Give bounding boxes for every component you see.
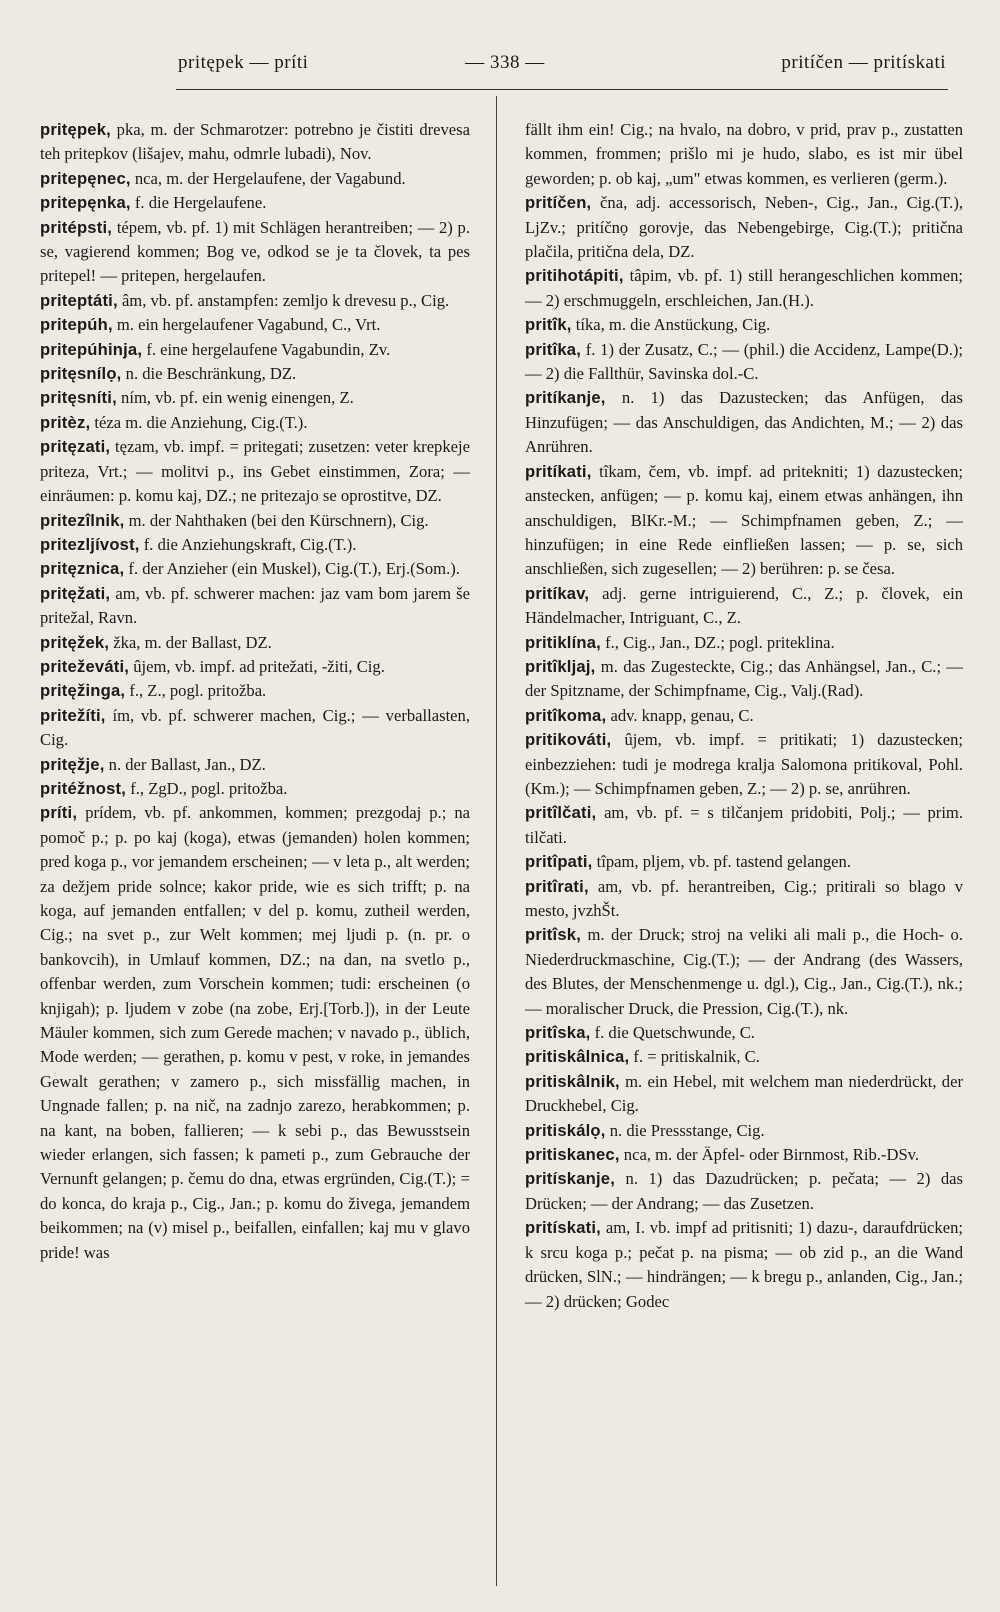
entry-headword: pritiskálọ,: [525, 1120, 606, 1140]
entry-headword: pritíkav,: [525, 583, 590, 603]
entry-headword: pritiskanec,: [525, 1145, 620, 1165]
entry-headword: pritéžnost,: [40, 778, 127, 798]
dictionary-entry: [525, 875, 963, 924]
entry-definition: žka, m. der Ballast, DZ.: [109, 632, 272, 652]
entry-definition: pka, m. der Schmarotzer: potrebno je čistiti drevesa teh pritepkov (lišajev, mahu, odmrle lubadi), Nov.: [40, 120, 470, 164]
entry-headword: pritęsníti,: [40, 388, 117, 408]
dictionary-entry: [40, 362, 470, 386]
entry-headword: pritęžje,: [40, 754, 105, 774]
entry-definition: tęzam, vb. impf. = pritegati; zusetzen: veter krepkeje priteza, Vrt.; — molitvi p., ins Gebet einstimmen, Zora; — einräumen: p. komu kaj, DZ.; ne pritezajo se oprostitve, DZ.: [40, 437, 470, 506]
header-rule: [176, 89, 948, 90]
entry-headword: pritíčen,: [525, 193, 592, 213]
entry-headword: pritíkati,: [525, 461, 592, 481]
entry-definition: n. der Ballast, Jan., DZ.: [104, 754, 266, 774]
entry-headword: pritîpati,: [525, 852, 593, 872]
entry-definition: f. die Anziehungskraft, Cig.(T.).: [139, 534, 357, 554]
entry-headword: pritépsti,: [40, 217, 113, 237]
dictionary-entry: [525, 631, 963, 655]
dictionary-entry: [40, 655, 470, 679]
dictionary-entry: [40, 411, 470, 435]
entry-definition: m. der Druck; stroj na veliki ali mali p., die Hoch- o. Niederdruckmaschine, Cig.(T.); — der Andrang (des Wassers, des Blutes, der Menschenmenge u. dgl.), Cig., Jan., Cig.(T.), nk.; — moralischer Druck, die Pression, Cig.(T.), nk.: [525, 925, 963, 1018]
entry-definition: n. 1) das Dazustecken; das Anfügen, das Hinzufügen; — das Anschuldigen, das Andichten, M.; — 2) das Anrühren.: [525, 388, 963, 457]
entry-definition: âm, vb. pf. anstampfen: zemljo k drevesu p., Cig.: [117, 290, 450, 310]
entry-definition: f. eine hergelaufene Vagabundin, Zv.: [142, 339, 391, 359]
entry-definition: tíka, m. die Anstückung, Cig.: [571, 315, 771, 335]
entry-headword: priteževáti,: [40, 656, 130, 676]
entry-definition: n. 1) das Dazudrücken; p. pečata; — 2) das Drücken; — der Andrang; — das Zusetzen.: [525, 1169, 963, 1213]
entry-definition: am, I. vb. impf ad pritisniti; 1) dazu-, daraufdrücken; k srcu koga p.; pečat p. na pisma; — ob zid p., an die Wand drücken, SlN.; — hindrängen; — k bregu p., anlanden, Cig., Jan.; — 2) drücken; Godec: [525, 1218, 963, 1311]
entry-definition: n. die Beschränkung, DZ.: [121, 364, 297, 384]
left-column: [40, 118, 470, 1265]
entry-headword: pritîkljaj,: [525, 656, 596, 676]
dictionary-entry: [525, 801, 963, 850]
entry-definition: prídem, vb. pf. ankommen, kommen; prezgodaj p.; na pomoč p.; p. po kaj (koga), etwas (jemanden) holen kommen; pred koga p., vor jemandem erscheinen; — v leta p., alt werden; za dežjem pride solnce; kakor pride, wie es sich trifft; p. na koga, auf jemanden entfallen; v del p. komu, zutheil werden, Cig.; na svet p., zur Welt kommen; mej ljudi p. (n. pr. o bankovcih), in Umlauf kommen, DZ.; na dan, na svetlo p., offenbar werden, zum Vorschein kommen; tudi: erscheinen (o knjigah); p. ljudem v zobe (na zobe, Erj.[Torb.]), in der Leute Mäuler kommen, sich zum Gerede machen; v navado p., üblich, Mode werden; — gerathen, p. komu v pest, v roke, in jemandes Gewalt gerathen; v zamero p., sich missfällig machen, in Ungnade fallen; p. na nič, na zadnjo zarezo, herabkommen; p. na kant, na boben, fallieren; — k sebi p., das Bewusstsein wieder erlangen, sich fassen; k pameti p., zum Gebrauche der Vernunft gelangen; p. čemu do dna, etwas ergründen, Cig.(T.); = do konca, do kraja p., Cig., Jan.; p. komu do živega, jemandem beikommen; na (v) misel p., beifallen, einfallen; kaj mu v glavo pride! was: [40, 803, 470, 1262]
dictionary-entry: [525, 704, 963, 728]
entry-headword: pritihotápiti,: [525, 266, 624, 286]
entry-definition: čna, adj. accessorisch, Neben-, Cig., Jan., Cig.(T.), LjZv.; pritíčnọ gorovje, das Nebengebirge, Cig.(T.); pritična plačila, pritična dela, DZ.: [525, 193, 963, 262]
dictionary-entry: [525, 1119, 963, 1143]
entry-definition: tépem, vb. pf. 1) mit Schlägen herantreiben; — 2) p. se, vagierend kommen; Bog ve, odkod se je ta človek, ta pes pritepel! — pritepen, hergelaufen.: [40, 217, 470, 286]
entry-definition: am, vb. pf. = s tilčanjem pridobiti, Polj.; — prim. tilčati.: [525, 803, 963, 847]
entry-definition: tîpam, pljem, vb. pf. tastend gelangen.: [592, 852, 851, 872]
dictionary-entry: [40, 289, 470, 313]
entry-headword: pritîkoma,: [525, 705, 607, 725]
entry-headword: pritîka,: [525, 339, 582, 359]
dictionary-entry: [525, 923, 963, 1021]
dictionary-entry: [525, 264, 963, 313]
entry-headword: pritískati,: [525, 1218, 601, 1238]
dictionary-entry: [40, 386, 470, 410]
entry-headword: pritęzati,: [40, 437, 111, 457]
entry-definition: m. das Zugesteckte, Cig.; das Anhängsel, Jan., C.; — der Spitzname, der Schimpfname, Cig., Valj.(Rad).: [525, 656, 963, 701]
dictionary-entry: [525, 1021, 963, 1045]
dictionary-entry: [525, 1143, 963, 1167]
entry-definition: m. ein hergelaufener Vagabund, C., Vrt.: [112, 315, 381, 335]
entry-headword: pritèz,: [40, 412, 91, 432]
dictionary-entry: [40, 582, 470, 631]
dictionary-entry: [525, 728, 963, 801]
entry-definition: tâpim, vb. pf. 1) still herangeschlichen kommen; — 2) erschmuggeln, erschleichen, Jan.(H.).: [525, 266, 963, 310]
entry-definition: f. 1) der Zusatz, C.; — (phil.) die Accidenz, Lampe(D.); — 2) die Fallthür, Savinska dol.-C.: [525, 339, 963, 384]
header-left-range: pritępek — príti: [178, 52, 309, 73]
entry-definition: n. die Pressstange, Cig.: [605, 1120, 765, 1140]
entry-definition: am, vb. pf. herantreiben, Cig.; pritirali so blago v mesto, jvzhŠt.: [525, 876, 963, 920]
entry-definition: f. = pritiskalnik, C.: [629, 1047, 760, 1067]
dictionary-entry: [40, 509, 470, 533]
entry-headword: pritîk,: [525, 315, 572, 335]
entry-definition: adv. knapp, genau, C.: [606, 705, 754, 725]
entry-definition: m. der Nahthaken (bei den Kürschnern), Cig.: [124, 510, 429, 530]
entry-headword: pritęznica,: [40, 559, 125, 579]
entry-headword: pritîska,: [525, 1023, 591, 1043]
dictionary-entry: [525, 313, 963, 337]
dictionary-entry: [40, 631, 470, 655]
entry-definition: adj. gerne intriguierend, C., Z.; p. človek, ein Händelmacher, Intriguant, C., Z.: [525, 583, 963, 628]
dictionary-entry: [40, 679, 470, 703]
entry-definition: f., ZgD., pogl. pritožba.: [126, 778, 288, 798]
dictionary-entry: [40, 801, 470, 1265]
entry-headword: pritîrati,: [525, 876, 589, 896]
dictionary-entry: [40, 118, 470, 167]
entry-headword: pritęžati,: [40, 583, 111, 603]
dictionary-entry: [40, 216, 470, 289]
entry-definition: tîkam, čem, vb. impf. ad pritekniti; 1) dazustecken; anstecken, anfügen; — p. komu kaj, einem etwas anhängen, ihn anschuldigen, BlKr.-M.; — Schimpfnamen geben, Z.; — hinzufügen; in eine Rede einfließen lassen; — p. se, sich anschließen, sich zugesellen; — 2) berühren: p. se česa.: [525, 461, 963, 579]
entry-headword: pritíkanje,: [525, 388, 606, 408]
dictionary-entry: [525, 850, 963, 874]
entry-definition: f. die Quetschwunde, C.: [590, 1023, 755, 1043]
entry-headword: príti,: [40, 803, 78, 823]
entry-definition: f. der Anzieher (ein Muskel), Cig.(T.), Erj.(Som.).: [124, 559, 460, 579]
dictionary-entry: [40, 753, 470, 777]
entry-headword: pritískanje,: [525, 1169, 616, 1189]
entry-headword: pritęžinga,: [40, 681, 126, 701]
page-number: — 338 —: [465, 52, 545, 73]
entry-definition: ûjem, vb. impf. = pritikati; 1) dazustecken; einbezziehen: tudi je modrega kralja Salomona pritikoval, Pohl.(Km.); — Schimpfnamen geben, Z.; — 2) p. se, anrühren.: [525, 730, 963, 798]
column-divider: [496, 96, 497, 1586]
dictionary-entry: [525, 1216, 963, 1314]
entry-headword: pritikováti,: [525, 730, 612, 750]
dictionary-entry: [525, 191, 963, 264]
entry-headword: pritîsk,: [525, 925, 582, 945]
entry-headword: pritępek,: [40, 120, 111, 139]
dictionary-entry: [525, 655, 963, 704]
dictionary-entry: [525, 582, 963, 631]
entry-definition: am, vb. pf. schwerer machen: jaz vam bom jarem še pritežal, Ravn.: [40, 583, 470, 628]
entry-headword: pritezljívost,: [40, 534, 140, 554]
entry-headword: priteptáti,: [40, 290, 118, 310]
entry-definition: fällt ihm ein! Cig.; na hvalo, na dobro, v prid, prav p., zustatten kommen, frommen; prišlo mi je hudo, slabo, es ist mir übel geworden; p. ob kaj, „um" etwas kommen, es verlieren (germ.).: [525, 120, 963, 188]
entry-headword: pritezîlnik,: [40, 510, 125, 530]
entry-definition: ûjem, vb. impf. ad pritežati, -žiti, Cig.: [129, 656, 385, 676]
entry-definition: téza m. die Anziehung, Cig.(T.).: [90, 412, 308, 432]
entry-headword: pritežíti,: [40, 705, 106, 725]
dictionary-entry: [525, 460, 963, 582]
dictionary-entry: [40, 777, 470, 801]
entry-headword: pritepęnec,: [40, 168, 131, 188]
entry-headword: pritiskâlnik,: [525, 1071, 620, 1091]
entry-definition: f., Z., pogl. pritožba.: [125, 681, 267, 701]
entry-definition: ním, vb. pf. ein wenig einengen, Z.: [116, 388, 354, 408]
dictionary-entry: [40, 704, 470, 753]
entry-definition: f. die Hergelaufene.: [130, 193, 267, 213]
entry-headword: pritęsnílọ,: [40, 364, 122, 384]
entry-headword: pritepęnka,: [40, 193, 131, 213]
dictionary-entry: [40, 435, 470, 508]
entry-definition: f., Cig., Jan., DZ.; pogl. priteklina.: [600, 632, 835, 652]
dictionary-entry: [40, 313, 470, 337]
entry-headword: pritiklína,: [525, 632, 601, 652]
entry-definition: m. ein Hebel, mit welchem man niederdrückt, der Druckhebel, Cig.: [525, 1071, 963, 1116]
dictionary-entry: [525, 338, 963, 387]
entry-headword: pritiskâlnica,: [525, 1047, 630, 1067]
entry-definition: ím, vb. pf. schwerer machen, Cig.; — verballasten, Cig.: [40, 705, 470, 750]
entry-headword: pritepúhinja,: [40, 339, 143, 359]
entry-definition: nca, m. der Äpfel- oder Birnmost, Rib.-DSv.: [619, 1145, 920, 1165]
dictionary-entry: [525, 118, 963, 191]
dictionary-entry: [40, 338, 470, 362]
dictionary-entry: [40, 167, 470, 191]
right-column: [525, 118, 963, 1314]
dictionary-entry: [525, 386, 963, 459]
entry-headword: pritęžek,: [40, 632, 110, 652]
entry-headword: pritîlčati,: [525, 803, 597, 823]
header-right-range: pritíčen — pritískati: [781, 52, 946, 73]
page-header: [40, 52, 960, 86]
dictionary-entry: [525, 1045, 963, 1069]
entry-definition: nca, m. der Hergelaufene, der Vagabund.: [130, 168, 406, 188]
dictionary-entry: [525, 1167, 963, 1216]
dictionary-entry: [525, 1070, 963, 1119]
dictionary-entry: [40, 191, 470, 215]
dictionary-entry: [40, 533, 470, 557]
dictionary-entry: [40, 557, 470, 581]
entry-headword: pritepúh,: [40, 315, 113, 335]
